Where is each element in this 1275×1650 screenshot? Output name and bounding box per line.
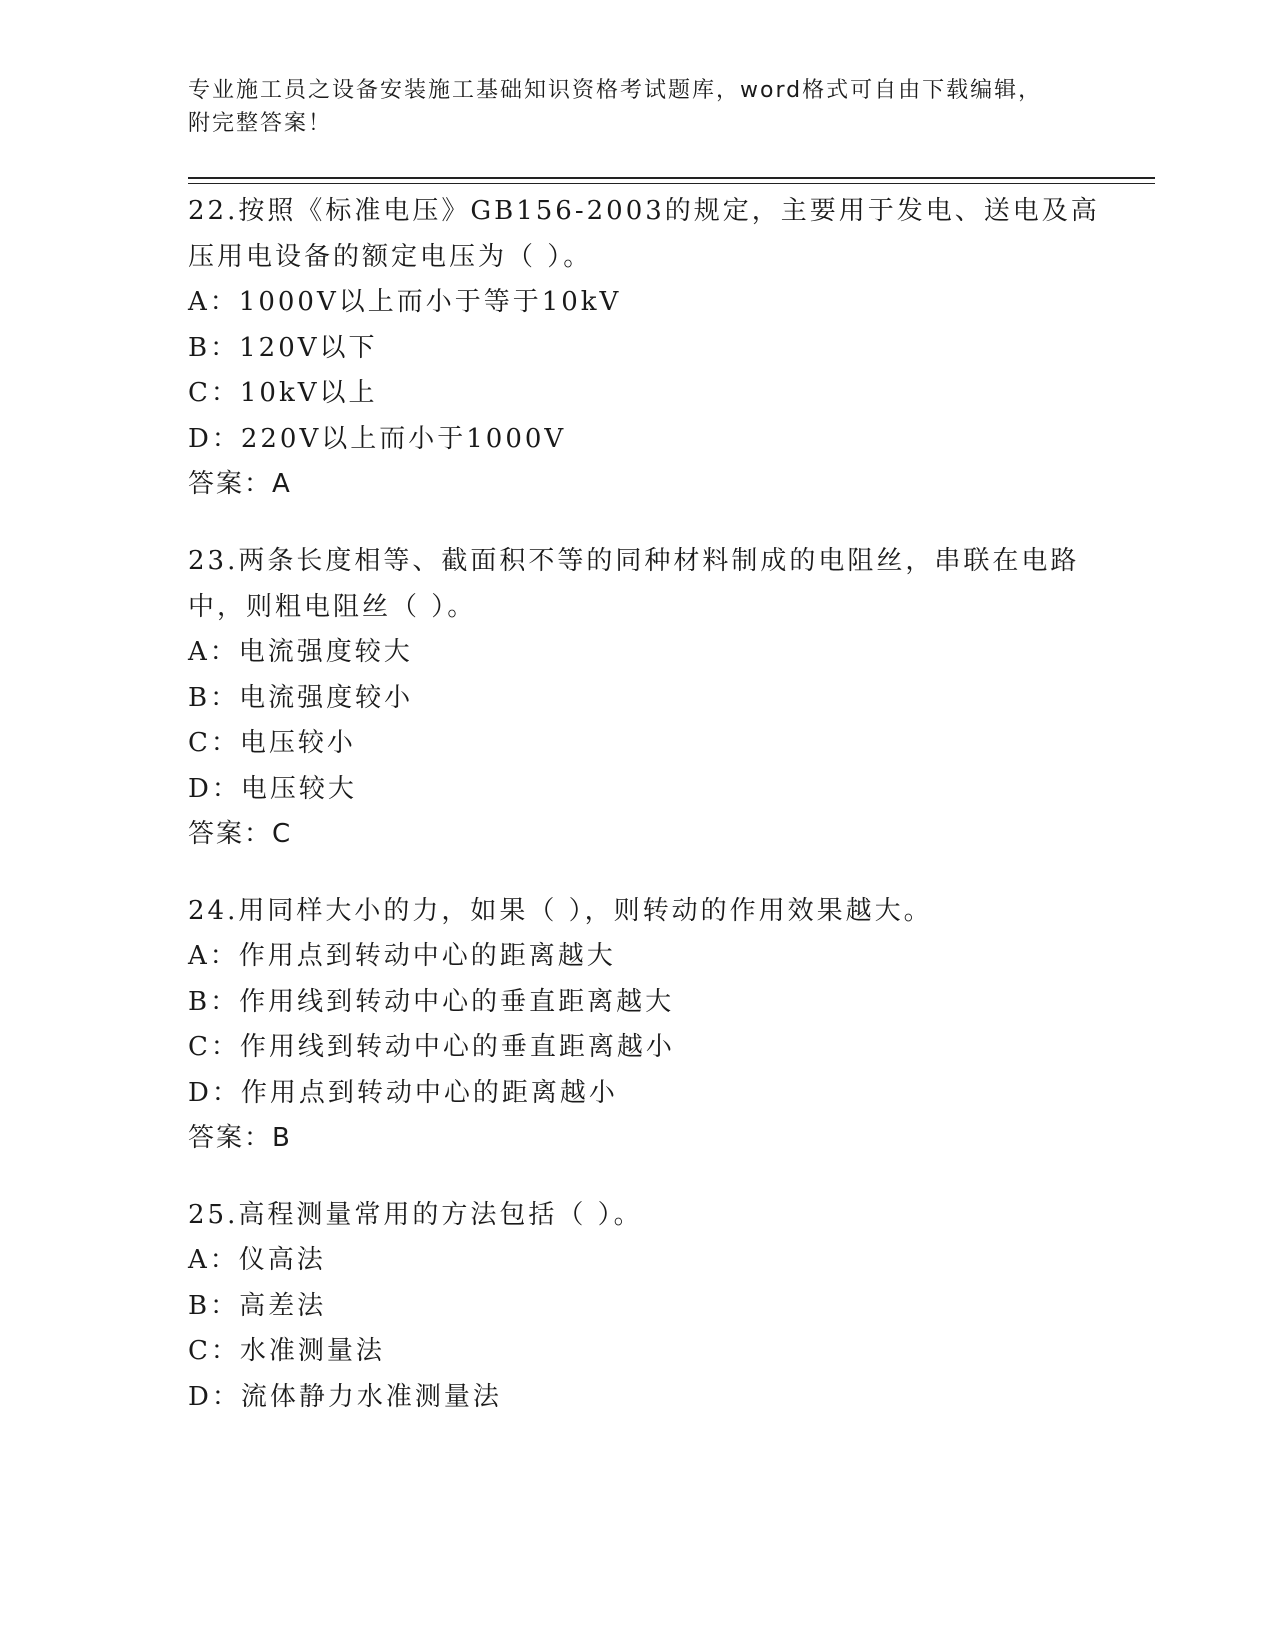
option-b: B：作用线到转动中心的垂直距离越大 <box>188 986 675 1017</box>
option-c: C：电压较小 <box>188 728 356 758</box>
header-line-2: 附完整答案！ <box>188 111 333 136</box>
header-rule-top <box>188 177 1155 179</box>
option-d: D：作用点到转动中心的距离越小 <box>188 1077 618 1108</box>
option-d: D：电压较大 <box>188 773 357 804</box>
answer-line: 答案：C <box>188 819 293 849</box>
question-stem: 23.两条长度相等、截面积不等的同种材料制成的电阻丝，串联在电路中，则粗电阻丝（ ）。 <box>188 546 1080 622</box>
document-header <box>188 74 1088 140</box>
question-22 <box>188 188 1108 507</box>
option-d: D：流体静力水准测量法 <box>188 1381 502 1412</box>
option-c: C：作用线到转动中心的垂直距离越小 <box>188 1032 675 1062</box>
question-23 <box>188 538 1108 857</box>
question-25 <box>188 1192 1108 1420</box>
option-c: C：10kV以上 <box>188 378 378 408</box>
option-c: C：水准测量法 <box>188 1336 385 1366</box>
option-b: B：120V以下 <box>188 332 378 363</box>
question-stem: 25.高程测量常用的方法包括（ ）。 <box>188 1200 643 1230</box>
question-24 <box>188 888 1108 1161</box>
option-d: D：220V以上而小于1000V <box>188 423 567 454</box>
question-stem: 22.按照《标准电压》GB156-2003的规定，主要用于发电、送电及高压用电设备的额定电压为（ ）。 <box>188 196 1100 272</box>
header-rule-bottom <box>188 183 1155 184</box>
option-b: B：高差法 <box>188 1290 327 1321</box>
option-a: A：仪高法 <box>188 1245 326 1275</box>
option-a: A：1000V以上而小于等于10kV <box>188 287 622 317</box>
question-stem: 24.用同样大小的力，如果（ ），则转动的作用效果越大。 <box>188 896 933 926</box>
answer-line: 答案：B <box>188 1123 292 1153</box>
answer-line: 答案：A <box>188 469 292 499</box>
option-b: B：电流强度较小 <box>188 682 414 713</box>
option-a: A：作用点到转动中心的距离越大 <box>188 941 616 971</box>
option-a: A：电流强度较大 <box>188 637 413 667</box>
header-line-1: 专业施工员之设备安装施工基础知识资格考试题库，word格式可自由下载编辑， <box>188 78 1043 103</box>
